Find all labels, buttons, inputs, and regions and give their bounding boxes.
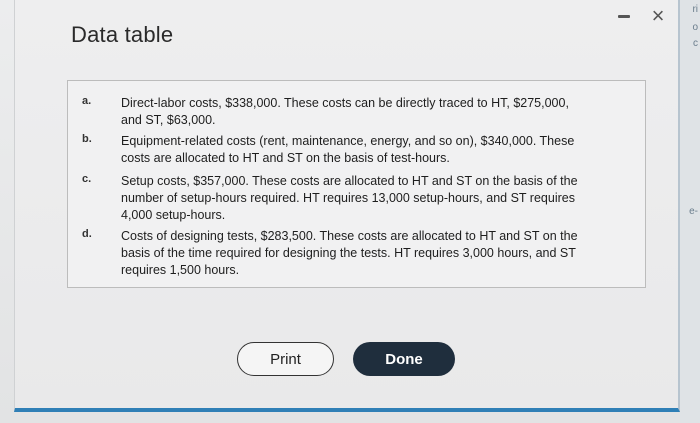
edge-fragment: c bbox=[693, 38, 698, 49]
table-row bbox=[68, 133, 645, 167]
row-label: b. bbox=[82, 133, 92, 145]
table-row bbox=[68, 173, 645, 224]
data-table bbox=[67, 80, 646, 288]
row-line: number of setup-hours required. HT requires 13,000 setup-hours, and ST requires bbox=[121, 191, 575, 205]
row-line: basis of the time required for designing the tests. HT requires 3,000 hours, and ST bbox=[121, 246, 576, 260]
row-line: and ST, $63,000. bbox=[121, 113, 216, 127]
row-line: 4,000 setup-hours. bbox=[121, 208, 226, 222]
row-text bbox=[121, 173, 631, 224]
minimize-button[interactable] bbox=[612, 2, 636, 30]
row-line: Setup costs, $357,000. These costs are allocated to HT and ST on the basis of the bbox=[121, 174, 578, 188]
background-window-edge bbox=[680, 0, 700, 423]
edge-fragment: ri bbox=[692, 4, 698, 15]
window-controls bbox=[612, 2, 670, 30]
row-text bbox=[121, 95, 631, 129]
row-line: requires 1,500 hours. bbox=[121, 263, 240, 277]
edge-fragment: e- bbox=[689, 206, 698, 217]
close-icon: × bbox=[651, 3, 665, 28]
table-row bbox=[68, 95, 645, 129]
row-line: costs are allocated to HT and ST on the basis of test-hours. bbox=[121, 151, 450, 165]
row-text bbox=[121, 133, 631, 167]
close-button[interactable] bbox=[646, 2, 670, 30]
row-line: Costs of designing tests, $283,500. These costs are allocated to HT and ST on the bbox=[121, 229, 578, 243]
minimize-icon bbox=[618, 15, 630, 18]
row-line: Equipment-related costs (rent, maintenance, energy, and so on), $340,000. These bbox=[121, 134, 575, 148]
row-label: d. bbox=[82, 228, 92, 240]
row-line: Direct-labor costs, $338,000. These costs can be directly traced to HT, $275,000, bbox=[121, 96, 569, 110]
row-label: a. bbox=[82, 95, 92, 107]
data-table-dialog bbox=[14, 0, 680, 412]
edge-fragment: o bbox=[692, 22, 698, 33]
done-button[interactable]: Done bbox=[353, 342, 455, 376]
table-row bbox=[68, 228, 645, 279]
row-text bbox=[121, 228, 631, 279]
row-label: c. bbox=[82, 173, 92, 185]
print-button[interactable]: Print bbox=[237, 342, 334, 376]
dialog-title: Data table bbox=[71, 22, 174, 47]
